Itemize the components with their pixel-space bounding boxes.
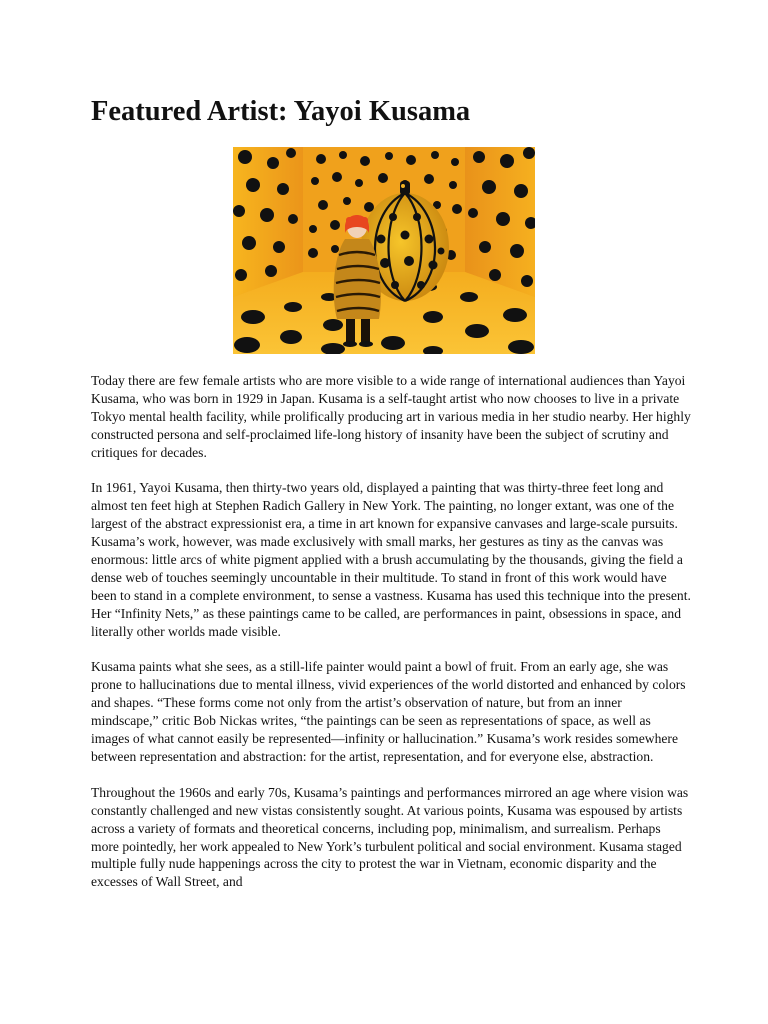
polka-dot-room-image bbox=[233, 147, 535, 354]
article-body bbox=[91, 372, 691, 909]
paragraph-3: Kusama paints what she sees, as a still-life painter would paint a bowl of fruit. From an early age, she was prone to hallucinations due to mental illness, vivid experiences of the world distorted and enhanced by colors and shapes. “These forms come not only from the artist’s observation of nature, but from an inner mindscape,” critic Bob Nickas writes, “the paintings can be seen as representations of space, as well as images of what cannot easily be represented—infinity or hallucination.” Kusama’s work resides somewhere between representation and abstraction: for the artist, representation, and for everyone else, abstraction. bbox=[91, 659, 686, 764]
page-title: Featured Artist: Yayoi Kusama bbox=[91, 96, 471, 127]
paragraph-1: Today there are few female artists who are more visible to a wide range of international audiences than Yayoi Kusama, who was born in 1929 in Japan. Kusama is a self-taught artist who now chooses to live in a private Tokyo mental health facility, while prolifically producing art in various media in her studio nearby. Her highly constructed persona and self-proclaimed life-long history of insanity have been the subject of scrutiny and critiques for decades. bbox=[91, 373, 691, 460]
paragraph-4: Throughout the 1960s and early 70s, Kusama’s paintings and performances mirrored an age where vision was constantly challenged and new vistas consistently sought. At various points, Kusama was espoused by artists across a variety of formats and theoretical concerns, including pop, minimalism, and surrealism. Perhaps more pointedly, her work appealed to New York’s turbulent political and social environment. Kusama staged multiple fully nude happenings across the city to protest the war in Vietnam, economic disparity and the excesses of Wall Street, and bbox=[91, 784, 689, 890]
artist-photo bbox=[233, 147, 535, 354]
paragraph-2: In 1961, Yayoi Kusama, then thirty-two years old, displayed a painting that was thirty-three feet long and almost ten feet high at Stephen Radich Gallery in New York. The painting, no longer extant, was one of the largest of the abstract expressionist era, a time in art known for expansive canvases and large-scale pursuits. Kusama’s work, however, was made exclusively with small marks, her gestures as tiny as the canvas was enormous: little arcs of white pigment applied with a brush accumulating by the thousands, giving the field a dense web of touches seemingly uncountable in their multitude. To stand in front of this work would have been to stand in a complete environment, to sense a vastness. Kusama has used this technique into the present. Her “Infinity Nets,” as these paintings came to be called, are performances in paint, obsessions in space, and literally other worlds made visible. bbox=[91, 480, 691, 639]
